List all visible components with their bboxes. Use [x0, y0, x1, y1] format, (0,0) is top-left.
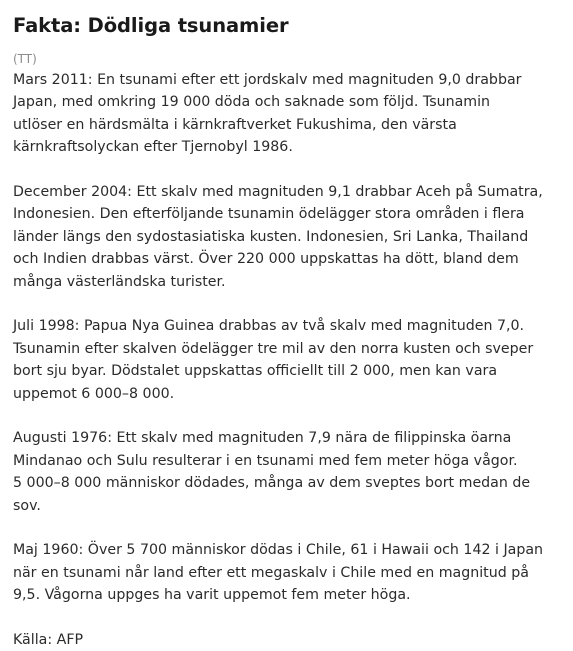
text-line: Juli 1998: Papua Nya Guinea drabbas av två skalv med magnituden 7,0.	[13, 318, 525, 335]
text-line: utlöser en härdsmälta i kärnkraftverket Fukushima, den värsta	[13, 116, 457, 133]
article-title: Fakta: Dödliga tsunamier	[13, 14, 289, 37]
paragraph-indonesia-2004	[13, 181, 569, 293]
paragraph-japan-2011	[13, 69, 569, 159]
text-line: Mars 2011: En tsunami efter ett jordskalv med magnituden 9,0 drabbar	[13, 72, 522, 88]
text-line: uppemot 6 000–8 000.	[13, 385, 175, 402]
paragraph-papua-1998	[13, 315, 569, 405]
fact-box	[13, 12, 569, 651]
text-line: kärnkraftsolyckan efter Tjernobyl 1986.	[13, 139, 293, 156]
text-line: Augusti 1976: Ett skalv med magnituden 7,9 nära de filippinska öarna	[13, 430, 512, 447]
text-line: Indonesien. Den efterföljande tsunamin ödelägger stora områden i flera	[13, 206, 525, 223]
text-line: bort sju byar. Dödstalet uppskattas officiellt till 2 000, men kan vara	[13, 363, 498, 380]
text-line: December 2004: Ett skalv med magnituden 9,1 drabbar Aceh på Sumatra,	[13, 184, 543, 201]
text-line: 9,5. Vågorna uppges ha varit uppemot fem meter höga.	[13, 587, 411, 604]
text-line: länder längs den sydostasiatiska kusten. Indonesien, Sri Lanka, Thailand	[13, 228, 529, 245]
source-label: (TT)	[13, 52, 37, 66]
text-line: sov.	[13, 497, 41, 514]
text-line: Mindanao och Sulu resulterar i en tsunami med fem meter höga vågor.	[13, 452, 518, 469]
text-line: Källa: AFP	[13, 632, 84, 649]
text-line: och Indien drabbas värst. Över 220 000 uppskattas ha dött, bland dem	[13, 251, 519, 268]
text-line: Japan, med omkring 19 000 döda och saknade som följd. Tsunamin	[13, 94, 491, 111]
paragraph-philippines-1976	[13, 427, 569, 517]
text-line: Tsunamin efter skalven ödelägger tre mil av den norra kusten och sveper	[13, 340, 534, 357]
source-credit	[13, 629, 569, 651]
paragraph-chile-1960	[13, 539, 569, 606]
text-line: många västerländska turister.	[13, 273, 226, 290]
text-line: när en tsunami når land efter ett megaskalv i Chile med en magnitud på	[13, 564, 529, 581]
text-line: 5 000–8 000 människor dödades, många av dem sveptes bort medan de	[13, 475, 531, 492]
text-line: Maj 1960: Över 5 700 människor dödas i Chile, 61 i Hawaii och 142 i Japan	[13, 542, 544, 559]
